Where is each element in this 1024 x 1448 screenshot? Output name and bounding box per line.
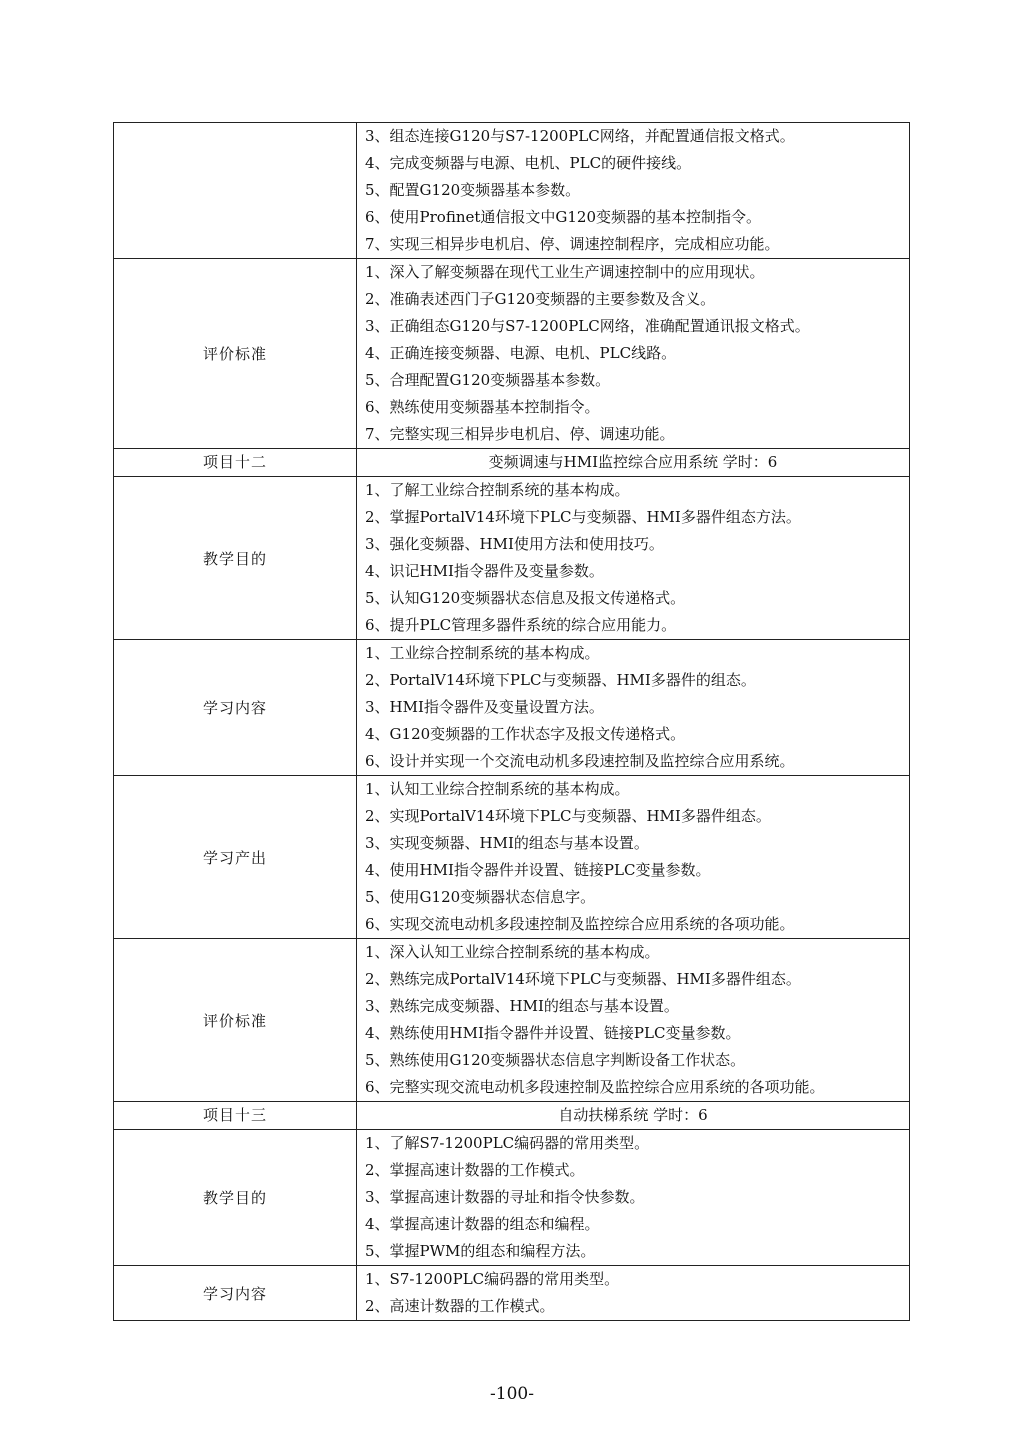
content-line: 5、配置G120变频器基本参数。 [365,181,581,199]
content-line: 5、熟练使用G120变频器状态信息字判断设备工作状态。 [365,1051,746,1069]
section-label: 学习内容 [114,1266,357,1321]
table-body [114,123,910,1321]
content-line: 5、使用G120变频器状态信息字。 [365,888,596,906]
project-number-label: 项目十三 [114,1102,357,1130]
content-line: 3、组态连接G120与S7-1200PLC网络，并配置通信报文格式。 [365,127,795,145]
content-line: 4、正确连接变频器、电源、电机、PLC线路。 [365,344,677,362]
section-content [357,123,910,259]
content-line: 6、实现交流电动机多段速控制及监控综合应用系统的各项功能。 [365,915,795,933]
content-line: 5、合理配置G120变频器基本参数。 [365,371,611,389]
content-line: 1、S7-1200PLC编码器的常用类型。 [365,1270,620,1288]
section-row [114,1130,910,1266]
section-content [357,776,910,939]
content-line: 6、完整实现交流电动机多段速控制及监控综合应用系统的各项功能。 [365,1078,825,1096]
content-line: 2、熟练完成PortalV14环境下PLC与变频器、HMI多器件组态。 [365,970,801,988]
project-number-label: 项目十二 [114,449,357,477]
section-row [114,776,910,939]
content-line: 2、准确表述西门子G120变频器的主要参数及含义。 [365,290,716,308]
content-line: 1、认知工业综合控制系统的基本构成。 [365,780,630,798]
section-label: 教学目的 [114,1130,357,1266]
content-line: 6、设计并实现一个交流电动机多段速控制及监控综合应用系统。 [365,752,795,770]
content-line: 3、掌握高速计数器的寻址和指令快参数。 [365,1188,645,1206]
content-line: 6、使用Profinet通信报文中G120变频器的基本控制指令。 [365,208,762,226]
section-content [357,640,910,776]
content-line: 2、实现PortalV14环境下PLC与变频器、HMI多器件组态。 [365,807,771,825]
section-row [114,259,910,449]
section-content [357,939,910,1102]
content-line: 3、正确组态G120与S7-1200PLC网络，准确配置通讯报文格式。 [365,317,810,335]
section-label: 学习产出 [114,776,357,939]
section-content [357,1266,910,1321]
section-row [114,1266,910,1321]
content-line: 7、实现三相异步电机启、停、调速控制程序，完成相应功能。 [365,235,780,253]
section-content [357,477,910,640]
content-line: 4、掌握高速计数器的组态和编程。 [365,1215,600,1233]
content-line: 2、掌握PortalV14环境下PLC与变频器、HMI多器件组态方法。 [365,508,801,526]
section-content [357,1130,910,1266]
content-line: 6、提升PLC管理多器件系统的综合应用能力。 [365,616,677,634]
page-number: -100- [490,1384,534,1404]
content-line: 7、完整实现三相异步电机启、停、调速功能。 [365,425,675,443]
content-line: 2、PortalV14环境下PLC与变频器、HMI多器件的组态。 [365,671,756,689]
content-line: 2、高速计数器的工作模式。 [365,1297,555,1315]
content-line: 1、工业综合控制系统的基本构成。 [365,644,600,662]
section-row [114,477,910,640]
section-label: 学习内容 [114,640,357,776]
project-title: 变频调速与HMI监控综合应用系统 学时：6 [357,449,910,477]
section-row [114,123,910,259]
content-line: 5、掌握PWM的组态和编程方法。 [365,1242,596,1260]
content-line: 5、认知G120变频器状态信息及报文传递格式。 [365,589,686,607]
section-row [114,640,910,776]
content-line: 6、熟练使用变频器基本控制指令。 [365,398,600,416]
section-label: 评价标准 [114,939,357,1102]
content-line: 3、HMI指令器件及变量设置方法。 [365,698,604,716]
content-line: 1、了解S7-1200PLC编码器的常用类型。 [365,1134,650,1152]
content-line: 4、完成变频器与电源、电机、PLC的硬件接线。 [365,154,692,172]
content-line: 4、使用HMI指令器件并设置、链接PLC变量参数。 [365,861,711,879]
section-label [114,123,357,259]
section-row [114,939,910,1102]
content-line: 1、深入认知工业综合控制系统的基本构成。 [365,943,660,961]
content-line: 2、掌握高速计数器的工作模式。 [365,1161,585,1179]
section-label: 教学目的 [114,477,357,640]
project-title: 自动扶梯系统 学时：6 [357,1102,910,1130]
content-line: 4、G120变频器的工作状态字及报文传递格式。 [365,725,686,743]
content-line: 1、了解工业综合控制系统的基本构成。 [365,481,630,499]
section-content [357,259,910,449]
project-header-row [114,449,910,477]
content-line: 1、深入了解变频器在现代工业生产调速控制中的应用现状。 [365,263,765,281]
content-line: 4、识记HMI指令器件及变量参数。 [365,562,604,580]
curriculum-table [113,122,910,1321]
section-label: 评价标准 [114,259,357,449]
content-line: 4、熟练使用HMI指令器件并设置、链接PLC变量参数。 [365,1024,741,1042]
project-header-row [114,1102,910,1130]
content-line: 3、熟练完成变频器、HMI的组态与基本设置。 [365,997,679,1015]
content-line: 3、实现变频器、HMI的组态与基本设置。 [365,834,649,852]
content-line: 3、强化变频器、HMI使用方法和使用技巧。 [365,535,664,553]
